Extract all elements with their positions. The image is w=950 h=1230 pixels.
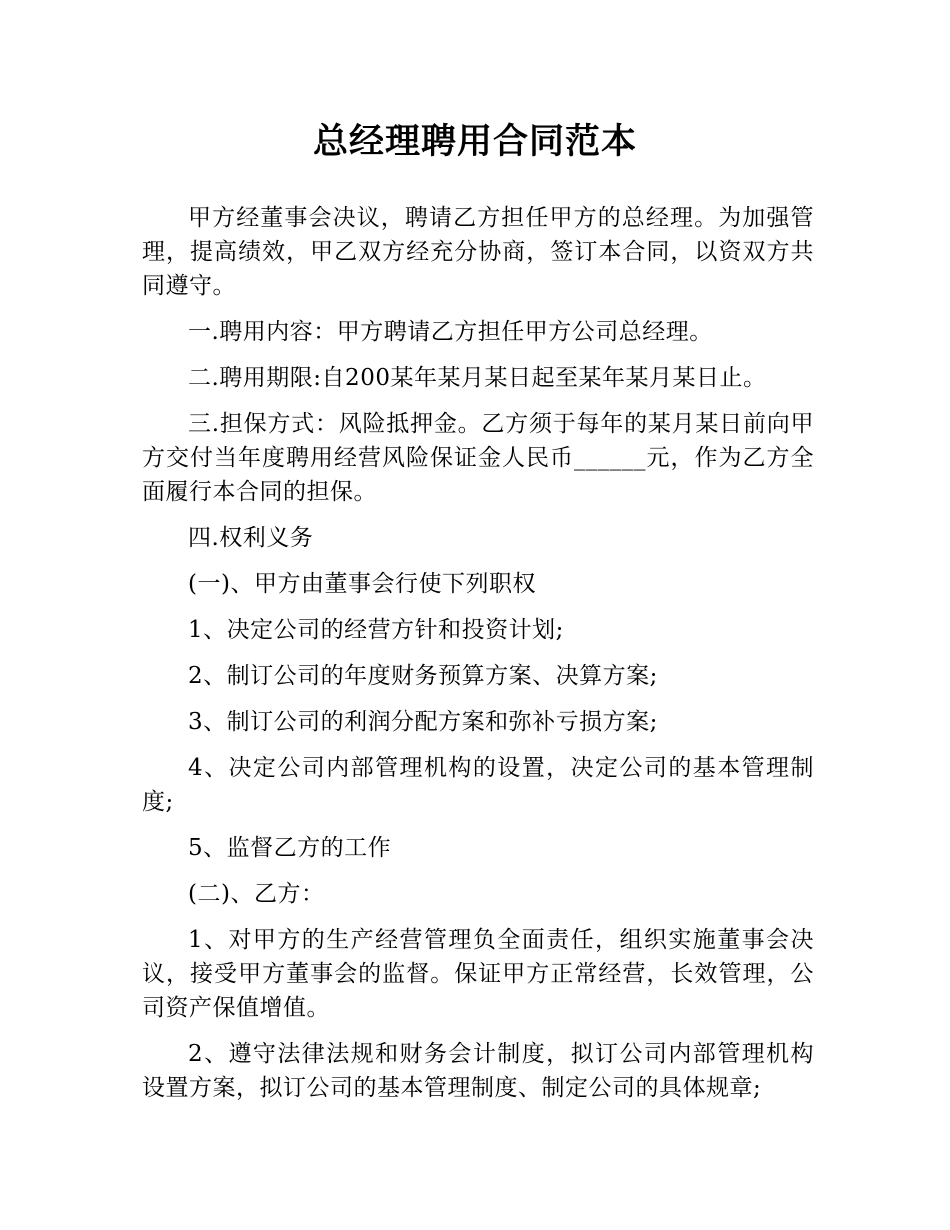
paragraph-party-b-heading: (二)、乙方： (188, 881, 325, 907)
paragraph-clause-1: 一.聘用内容：甲方聘请乙方担任甲方公司总经理。 (188, 319, 713, 345)
paragraph-party-a-item-2: 2、制订公司的年度财务预算方案、决算方案; (188, 663, 658, 689)
paragraph-party-a-item-4: 4、决定公司内部管理机构的设置，决定公司的基本管理制度; (142, 755, 814, 815)
paragraph-party-b-item-2: 2、遵守法律法规和财务会计制度，拟订公司内部管理机构设置方案，拟订公司的基本管理制度、制定公司的具体规章; (142, 1041, 814, 1101)
paragraph-party-a-item-3: 3、制订公司的利润分配方案和弥补亏损方案; (188, 709, 658, 735)
paragraph-party-a-item-1: 1、决定公司的经营方针和投资计划; (188, 617, 564, 643)
paragraph-clause-2: 二.聘用期限:自200某年某月某日起至某年某月某日止。 (188, 365, 767, 391)
paragraph-intro: 甲方经董事会决议，聘请乙方担任甲方的总经理。为加强管理，提高绩效，甲乙双方经充分协商，签订本合同，以资双方共同遵守。 (142, 205, 814, 299)
paragraph-party-a-heading: (一)、甲方由董事会行使下列职权 (188, 571, 536, 597)
paragraph-clause-3: 三.担保方式：风险抵押金。乙方须于每年的某月某日前向甲方交付当年度聘用经营风险保证金人民币______元，作为乙方全面履行本合同的担保。 (142, 411, 814, 505)
document-title: 总经理聘用合同范本 (312, 122, 637, 162)
paragraph-party-b-item-1: 1、对甲方的生产经营管理负全面责任，组织实施董事会决议，接受甲方董事会的监督。保证甲方正常经营，长效管理，公司资产保值增值。 (142, 927, 814, 1021)
document-body (142, 201, 814, 1117)
paragraph-party-a-item-5: 5、监督乙方的工作 (188, 835, 392, 861)
paragraph-clause-4-heading: 四.权利义务 (188, 525, 314, 551)
